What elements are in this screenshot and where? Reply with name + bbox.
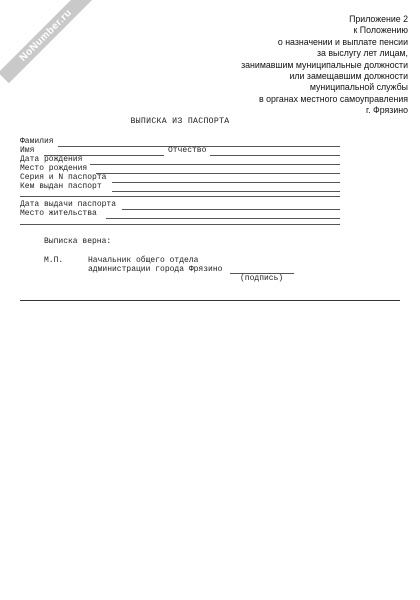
field-issued-by [20,182,340,192]
field-residence [20,209,340,219]
field-label: Серия и N паспорта [20,173,107,182]
appendix-line: Приложение 2 [349,14,408,24]
residence-fill-line[interactable] [106,218,340,219]
field-label: Кем выдан паспорт [20,182,102,191]
field-label: Место рождения [20,164,88,173]
appendix-line: за выслугу лет лицам, [316,48,408,59]
appendix-line: муниципальной службы [309,82,408,93]
appendix-line: г. Фрязино [366,105,408,116]
bottom-divider [20,300,400,301]
position-line-2: администрации города Фрязино [88,265,223,274]
form-title: ВЫПИСКА ИЗ ПАСПОРТА [130,117,230,126]
issued-by-fill-line[interactable] [112,191,340,192]
signature-caption: (подпись) [240,274,284,283]
appendix-line: занимавшим муниципальные должности [241,59,408,70]
watermark: NoNumber.ru [0,0,94,83]
stamp-label: М.П. [44,256,64,265]
appendix-line: или замещавшим должности [289,71,408,82]
blank-fill-line[interactable] [20,196,340,197]
verified-label: Выписка верна: [44,237,112,246]
appendix-line: о назначении и выплате пенсии [277,36,408,47]
position-line-1: Начальник общего отдела [88,256,199,265]
field-label: Дата выдачи паспорта [20,200,117,209]
field-label: Место жительства [20,209,97,218]
field-label: Дата рождения [20,155,83,164]
field-label: Фамилия [20,137,54,146]
appendix-line: к Положению [353,25,408,36]
field-label: Отчество [168,146,207,155]
field-label: Имя [20,146,35,155]
appendix-line: в органах местного самоуправления [259,93,408,104]
blank-fill-line[interactable] [20,224,340,225]
appendix-header [178,14,408,117]
